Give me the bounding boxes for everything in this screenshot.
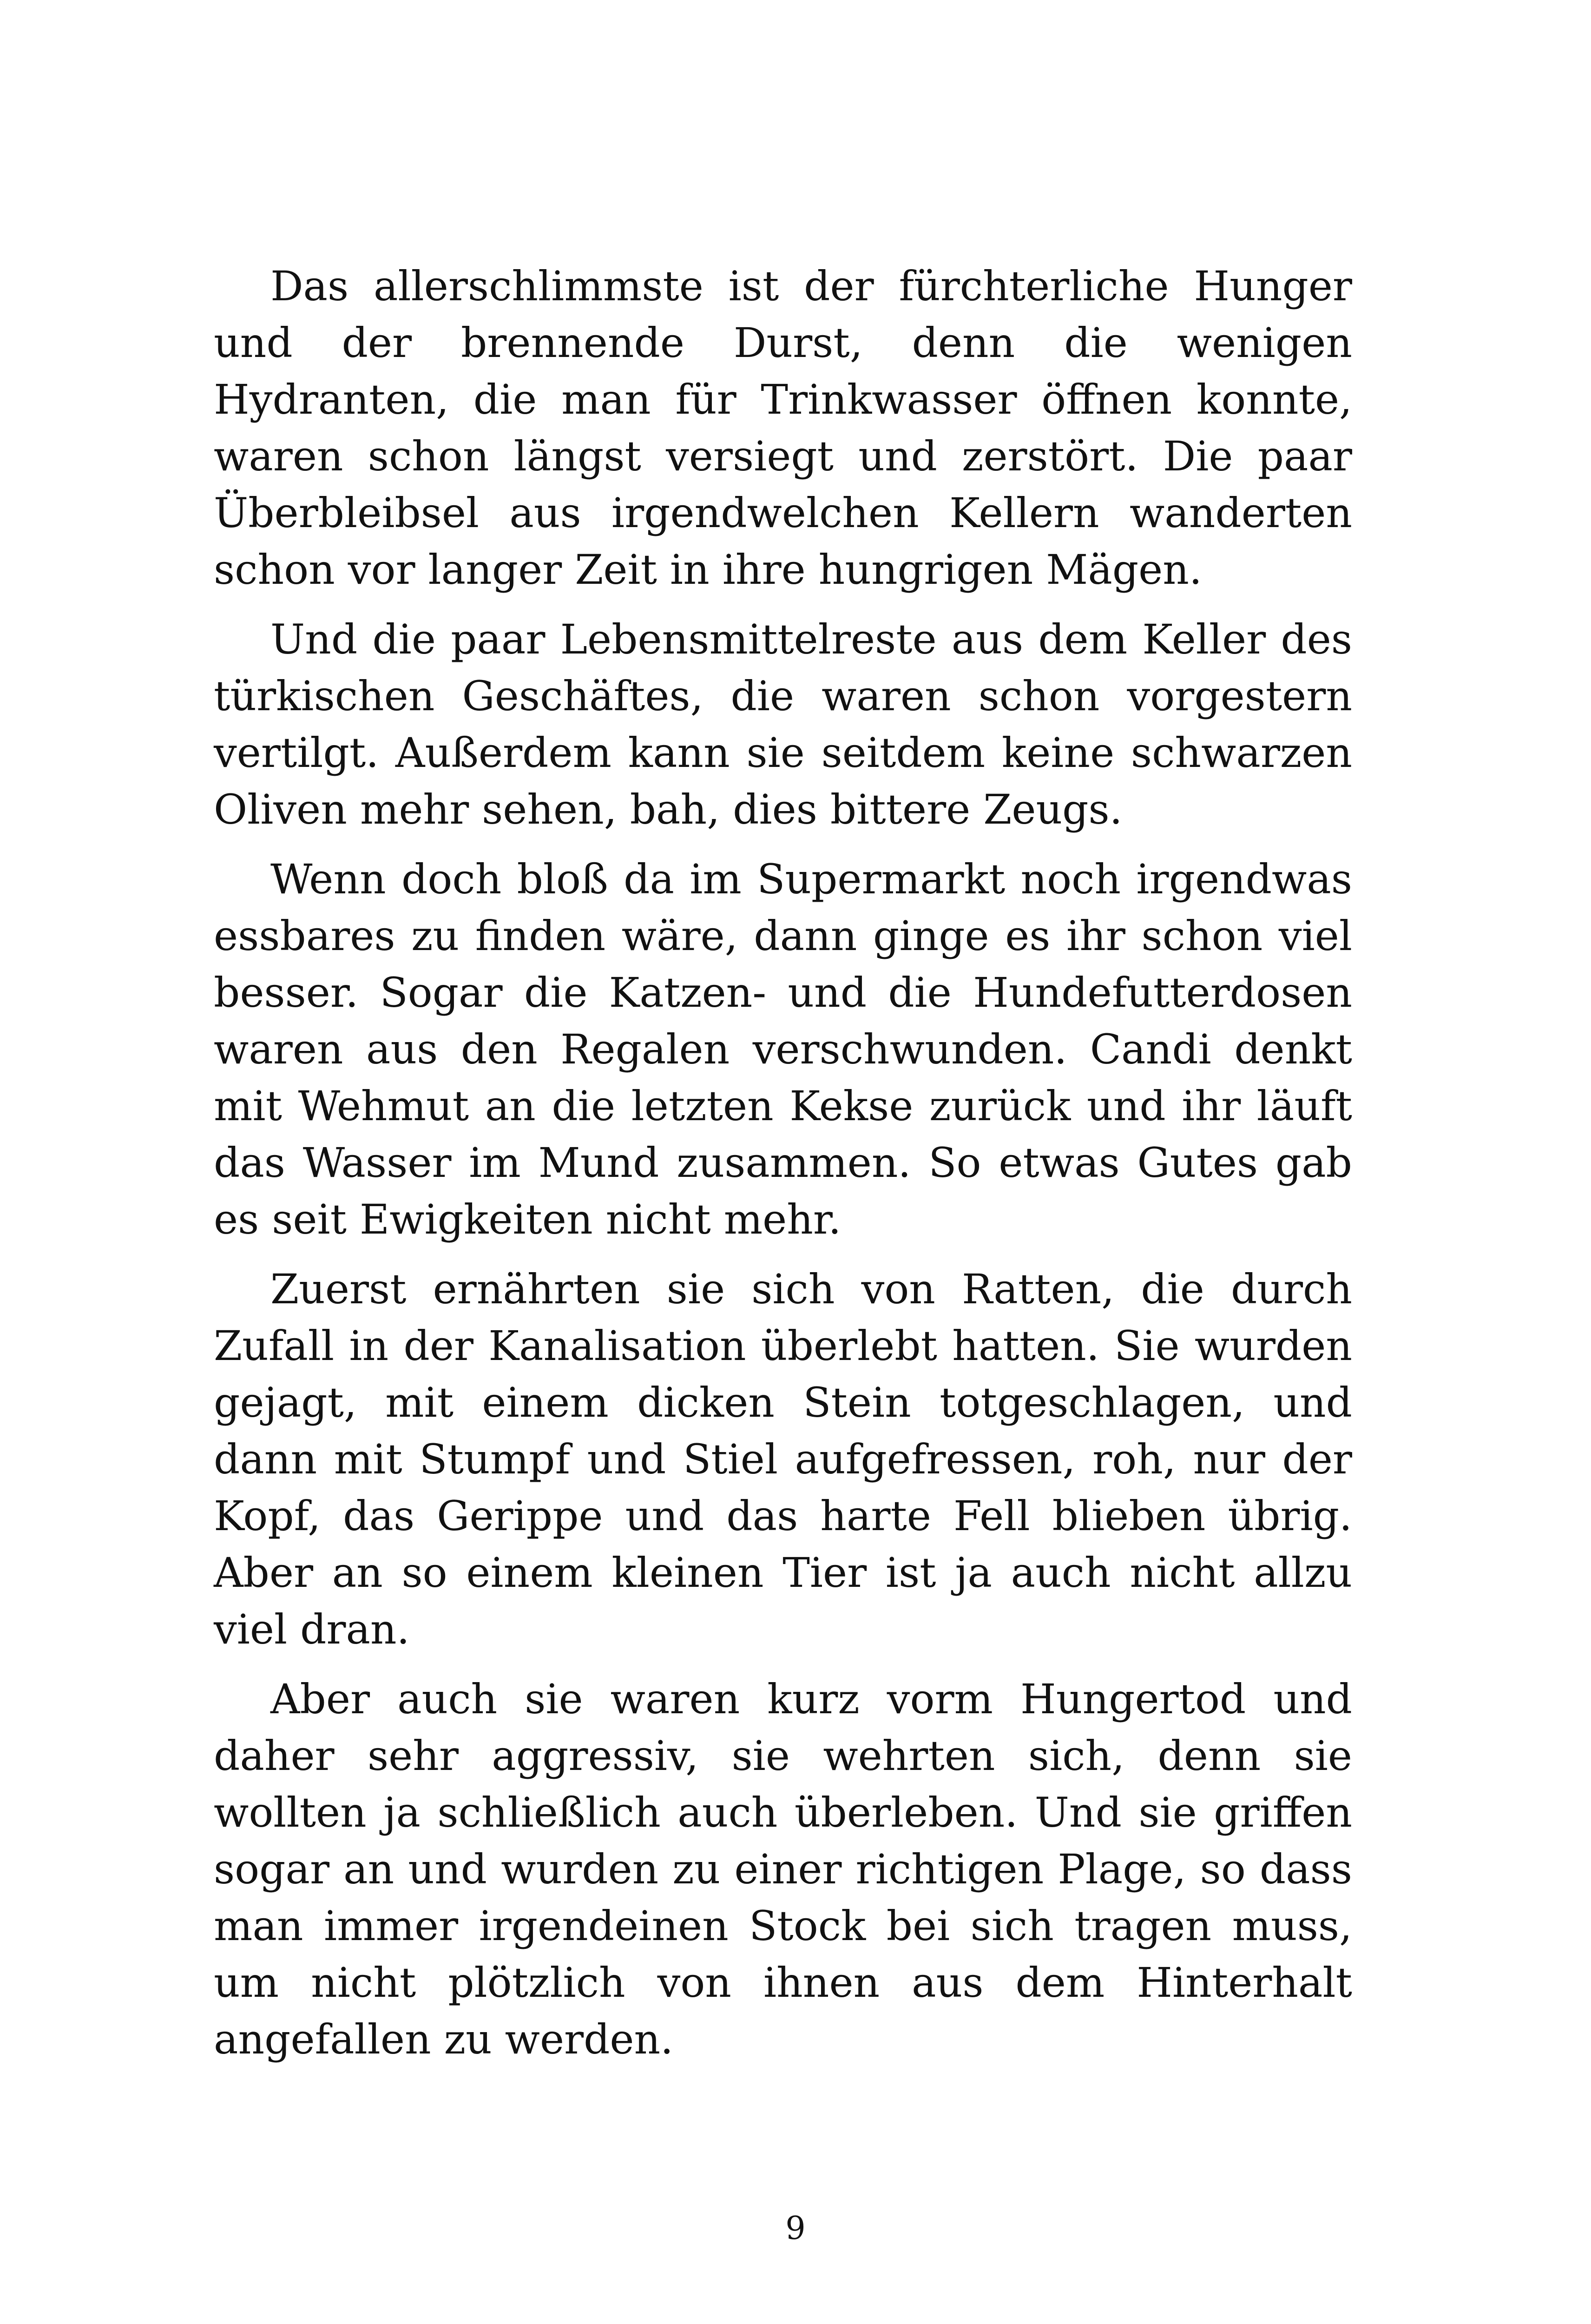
paragraph-5: Aber auch sie waren kurz vorm Hungertod und daher sehr aggressiv, sie wehrten sich, denn sie wollten ja schließlich auch überleben. Und sie griffen sogar an und wurden zu einer richtigen Plage, so dass man immer irgendeinen Stock bei sich tragen muss, um nicht plötzlich von ihnen aus dem Hinterhalt angefallen zu werden.: [214, 1675, 1352, 2063]
paragraph-3: Wenn doch bloß da im Supermarkt noch irgendwas essbares zu finden wäre, dann ginge es ihr schon viel besser. Sogar die Katzen- und die Hundefutterdosen waren aus den Regalen verschwunden. Candi denkt mit Wehmut an die letzten Kekse zurück und ihr läuft das Wasser im Mund zusammen. So etwas Gutes gab es seit Ewigkeiten nicht mehr.: [214, 855, 1352, 1243]
body-text: [214, 258, 1352, 2068]
paragraph-1: Das allerschlimmste ist der fürchterliche Hunger und der brennende Durst, denn die wenigen Hydranten, die man für Trinkwasser öffnen konnte, waren schon längst versiegt und zerstört. Die paar Überbleibsel aus irgendwelchen Kellern wanderten schon vor langer Zeit in ihre hungrigen Mägen.: [214, 262, 1352, 594]
paragraph-4: Zuerst ernährten sie sich von Ratten, die durch Zufall in der Kanalisation überlebt hatten. Sie wurden gejagt, mit einem dicken Stein totgeschlagen, und dann mit Stumpf und Stiel aufgefressen, roh, nur der Kopf, das Gerippe und das harte Fell blieben übrig. Aber an so einem kleinen Tier ist ja auch nicht allzu viel dran.: [214, 1265, 1352, 1653]
page-number: 9: [785, 2210, 806, 2247]
paragraph-2: Und die paar Lebensmittelreste aus dem Keller des türkischen Geschäftes, die waren schon vorgestern vertilgt. Außerdem kann sie seitdem keine schwarzen Oliven mehr sehen, bah, dies bittere Zeugs.: [214, 615, 1352, 833]
